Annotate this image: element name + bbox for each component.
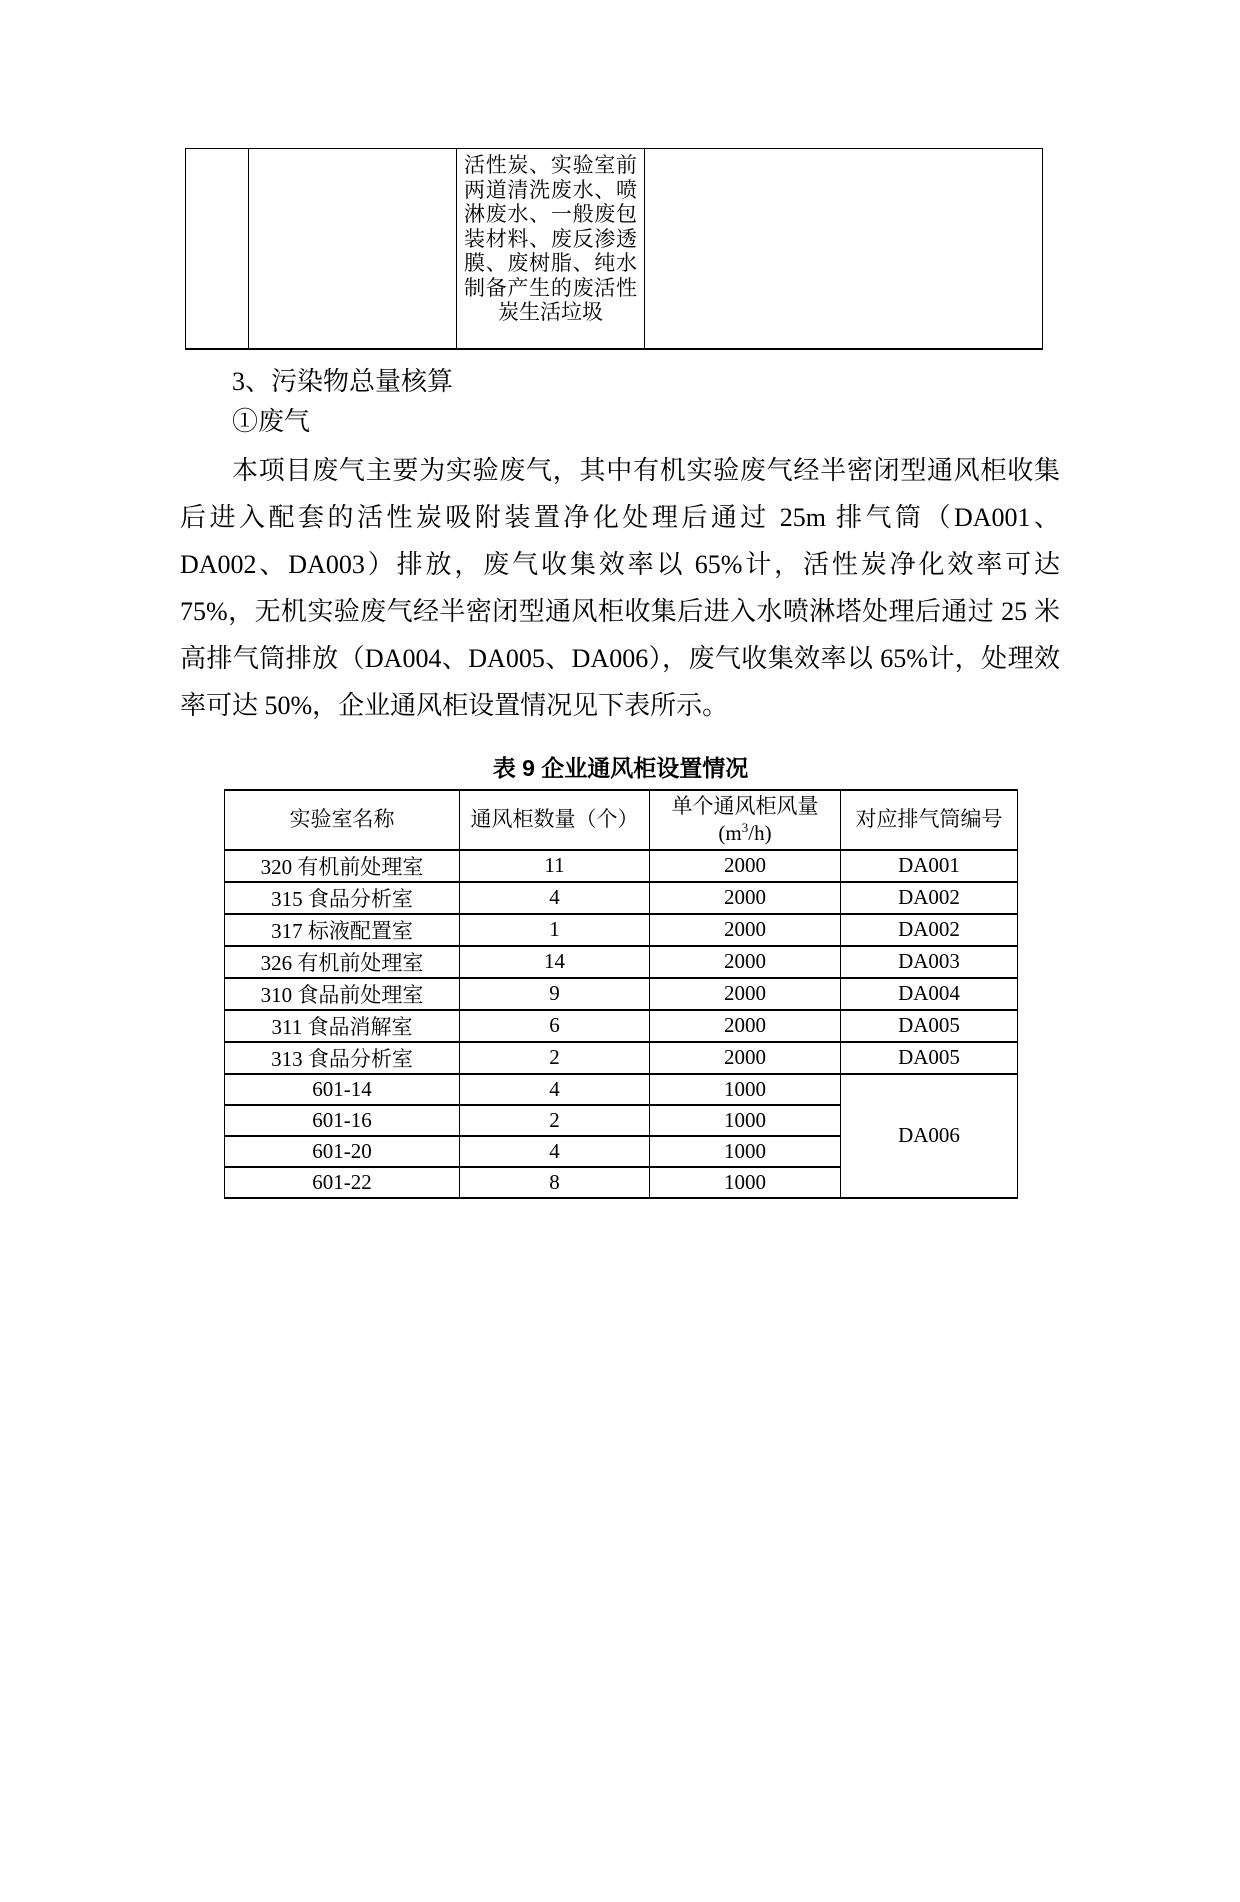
body-paragraph: 本项目废气主要为实验废气，其中有机实验废气经半密闭型通风柜收集后进入配套的活性炭吸附装置净化处理后通过 25m 排气筒（DA001、DA002、DA003）排放，废气收集效率以 65%计，活性炭净化效率可达 75%，无机实验废气经半密闭型通风柜收集后进入水喷淋塔处理后通过 25 米高排气筒排放（DA004、DA005、DA006），废气收集效率以 65%计，处理效率可达 50%，企业通风柜设置情况见下表所示。: [180, 455, 1060, 720]
table-header-row: [225, 790, 1018, 850]
lab-cell: 313 食品分析室: [225, 1042, 460, 1074]
flow-cell: 2000: [650, 1010, 841, 1042]
count-cell: 6: [460, 1010, 650, 1042]
flow-cell: 2000: [650, 914, 841, 946]
table-row: [225, 850, 1018, 882]
table-row: [225, 882, 1018, 914]
table-row: [225, 978, 1018, 1010]
lab-cell: 601-20: [225, 1136, 460, 1167]
col-header-count: 通风柜数量（个）: [460, 790, 650, 850]
outlet-cell: DA003: [841, 946, 1018, 978]
count-cell: 2: [460, 1042, 650, 1074]
empty-cell-measure: [645, 149, 1043, 349]
lab-cell: 311 食品消解室: [225, 1010, 460, 1042]
lab-cell: 310 食品前处理室: [225, 978, 460, 1010]
table9-title: 表 9 企业通风柜设置情况: [492, 754, 749, 781]
table-row: [225, 1042, 1018, 1074]
outlet-cell-merged: DA006: [841, 1074, 1018, 1198]
fume-hood-table: [224, 789, 1018, 1199]
table-row: [186, 149, 1043, 349]
waste-description-cell: [457, 149, 645, 349]
flow-cell: 2000: [650, 1042, 841, 1074]
flow-cell: 2000: [650, 946, 841, 978]
col-header-outlet: 对应排气筒编号: [841, 790, 1018, 850]
count-cell: 2: [460, 1105, 650, 1136]
count-cell: 4: [460, 882, 650, 914]
outlet-cell: DA001: [841, 850, 1018, 882]
outlet-cell: DA002: [841, 882, 1018, 914]
lab-cell: 320 有机前处理室: [225, 850, 460, 882]
count-cell: 1: [460, 914, 650, 946]
lab-cell: 601-22: [225, 1167, 460, 1198]
outlet-cell: DA005: [841, 1010, 1018, 1042]
count-cell: 14: [460, 946, 650, 978]
subsection-heading: ①废气: [232, 406, 311, 436]
flow-cell: 1000: [650, 1167, 841, 1198]
continuation-table: [185, 148, 1043, 350]
empty-cell-category: [249, 149, 457, 349]
flow-unit: $(m^3/h)$: [718, 819, 772, 845]
lab-cell: 317 标液配置室: [225, 914, 460, 946]
section-heading: 3、污染物总量核算: [232, 366, 454, 396]
table-row: [225, 1074, 1018, 1105]
flow-cell: 2000: [650, 882, 841, 914]
outlet-cell: DA002: [841, 914, 1018, 946]
count-cell: 11: [460, 850, 650, 882]
flow-cell: 1000: [650, 1074, 841, 1105]
outlet-cell: DA005: [841, 1042, 1018, 1074]
lab-cell: 315 食品分析室: [225, 882, 460, 914]
count-cell: 9: [460, 978, 650, 1010]
empty-cell-index: [186, 149, 249, 349]
col-header-lab: 实验室名称: [225, 790, 460, 850]
count-cell: 4: [460, 1074, 650, 1105]
table-row: [225, 1010, 1018, 1042]
outlet-cell: DA004: [841, 978, 1018, 1010]
table-row: [225, 914, 1018, 946]
lab-cell: 601-16: [225, 1105, 460, 1136]
flow-cell: 2000: [650, 850, 841, 882]
lab-cell: 601-14: [225, 1074, 460, 1105]
col-header-flow: 单个通风柜风量 $(m^3/h)$: [650, 790, 841, 850]
flow-cell: 1000: [650, 1105, 841, 1136]
lab-cell: 326 有机前处理室: [225, 946, 460, 978]
flow-cell: 2000: [650, 978, 841, 1010]
flow-cell: 1000: [650, 1136, 841, 1167]
table-row: [225, 946, 1018, 978]
count-cell: 8: [460, 1167, 650, 1198]
waste-description-text: 活性炭、实验室前两道清洗废水、喷淋废水、一般废包装材料、废反渗透膜、废树脂、纯水制备产生的废活性炭生活垃圾: [464, 153, 637, 324]
count-cell: 4: [460, 1136, 650, 1167]
